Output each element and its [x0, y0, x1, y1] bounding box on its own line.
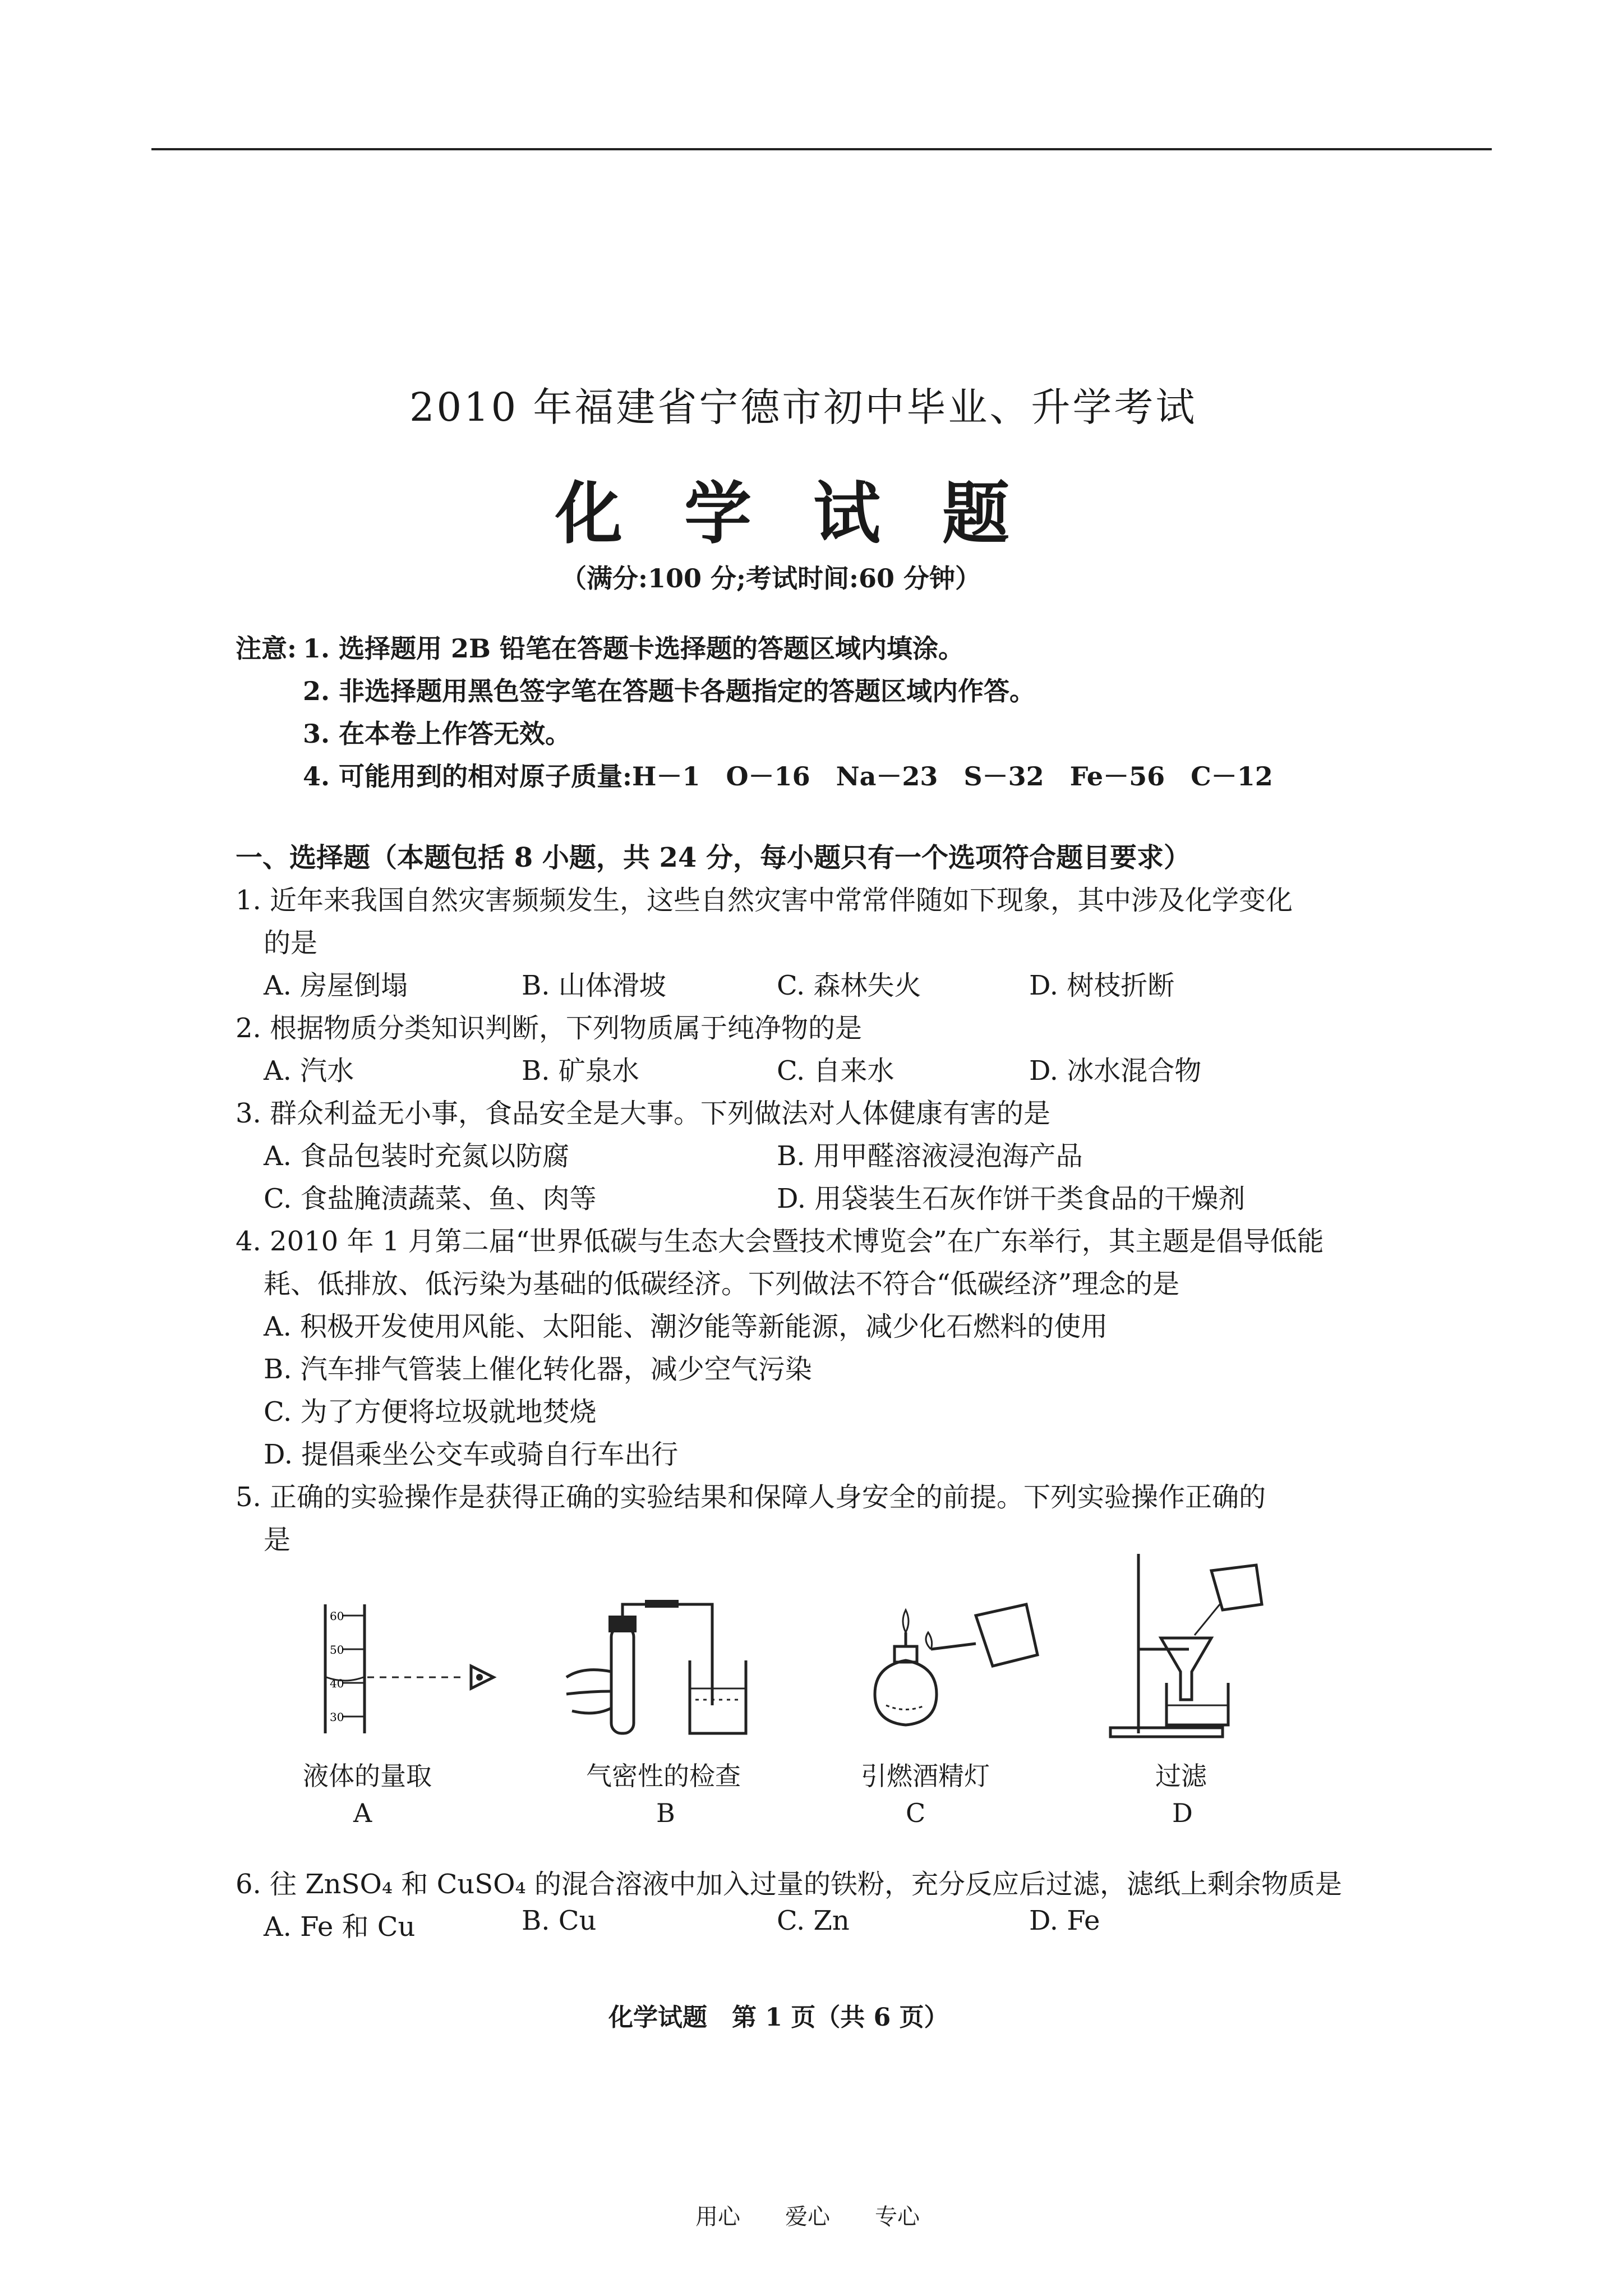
cylinder-tick-50: 50	[330, 1643, 344, 1657]
q6-stem: 6. 往 ZnSO₄ 和 CuSO₄ 的混合溶液中加入过量的铁粉，充分反应后过滤，滤纸上剩余物质是	[236, 1869, 1342, 1900]
top-rule	[151, 148, 1492, 150]
q1-stem-line2: 的是	[264, 927, 318, 959]
q2-stem: 2. 根据物质分类知识判断，下列物质属于纯净物的是	[236, 1013, 863, 1044]
q4-option-a: A. 积极开发使用风能、太阳能、潮汐能等新能源，减少化石燃料的使用	[264, 1311, 1108, 1342]
page-title: 化学试题	[555, 474, 1071, 553]
figure-a-caption: 液体的量取	[303, 1761, 432, 1791]
q1-stem-line1: 1. 近年来我国自然灾害频频发生，这些自然灾害中常常伴随如下现象，其中涉及化学变化	[236, 885, 1293, 916]
q1-option-b: B. 山体滑坡	[522, 970, 666, 1001]
cylinder-tick-30: 30	[330, 1710, 344, 1724]
figure-b-airtightness-setup	[561, 1593, 796, 1745]
note-3: 3. 在本卷上作答无效。	[303, 719, 571, 749]
note-1: 1. 选择题用 2B 铅笔在答题卡选择题的答题区域内填涂。	[303, 633, 964, 664]
figure-d-caption: 过滤	[1155, 1761, 1207, 1791]
figure-b-caption: 气密性的检查	[586, 1761, 741, 1791]
note-4: 4. 可能用到的相对原子质量:H－1 O－16 Na－23 S－32 Fe－56 C－12	[303, 761, 1273, 792]
figure-c-alcohol-lamp	[852, 1593, 1054, 1745]
exam-name: 2010 年福建省宁德市初中毕业、升学考试	[409, 384, 1197, 430]
notes-prefix: 注意:	[236, 633, 297, 664]
q2-option-d: D. 冰水混合物	[1029, 1055, 1202, 1087]
q3-option-d: D. 用袋装生石灰作饼干类食品的干燥剂	[777, 1183, 1246, 1214]
cylinder-tick-40: 40	[330, 1677, 344, 1690]
section-heading: 一、选择题（本题包括 8 小题，共 24 分，每小题只有一个选项符合题目要求）	[236, 842, 1191, 873]
figure-a-graduated-cylinder	[303, 1593, 516, 1745]
q4-stem-line2: 耗、低排放、低污染为基础的低碳经济。下列做法不符合“低碳经济”理念的是	[264, 1268, 1180, 1300]
page-number-label: 化学试题 第 1 页（共 6 页）	[608, 2003, 949, 2032]
q6-option-a: A. Fe 和 Cu	[264, 1911, 416, 1943]
q6-option-d: D. Fe	[1029, 1905, 1100, 1936]
q2-option-c: C. 自来水	[777, 1055, 895, 1087]
cylinder-tick-60: 60	[330, 1609, 344, 1623]
q4-stem-line1: 4. 2010 年 1 月第二届“世界低碳与生态大会暨技术博览会”在广东举行，其主题是倡导低能	[236, 1226, 1324, 1257]
q3-option-c: C. 食盐腌渍蔬菜、鱼、肉等	[264, 1183, 597, 1214]
q5-stem-line2: 是	[264, 1524, 291, 1556]
q6-option-c: C. Zn	[777, 1905, 850, 1936]
figure-c-caption: 引燃酒精灯	[861, 1761, 990, 1791]
q5-stem-line1: 5. 正确的实验操作是获得正确的实验结果和保障人身安全的前提。下列实验操作正确的	[236, 1481, 1266, 1513]
q3-stem: 3. 群众利益无小事，食品安全是大事。下列做法对人体健康有害的是	[236, 1098, 1051, 1129]
bottom-slogan: 用心 爱心 专心	[695, 2204, 920, 2230]
q3-option-a: A. 食品包装时充氮以防腐	[264, 1140, 570, 1172]
figure-b-letter: B	[656, 1798, 675, 1828]
q1-option-d: D. 树枝折断	[1029, 970, 1175, 1001]
q1-option-a: A. 房屋倒塌	[264, 970, 408, 1001]
q4-option-b: B. 汽车排气管装上催化转化器，减少空气污染	[264, 1354, 812, 1385]
figure-d-filtration-setup	[1099, 1548, 1284, 1745]
q6-option-b: B. Cu	[522, 1905, 597, 1936]
q2-option-b: B. 矿泉水	[522, 1055, 639, 1087]
q2-option-a: A. 汽水	[264, 1055, 354, 1087]
figure-d-letter: D	[1172, 1798, 1193, 1828]
figure-a-letter: A	[353, 1798, 372, 1828]
figure-c-letter: C	[906, 1798, 926, 1828]
q4-option-d: D. 提倡乘坐公交车或骑自行车出行	[264, 1439, 679, 1470]
exam-subtitle: （满分:100 分;考试时间:60 分钟）	[561, 563, 981, 593]
q1-option-c: C. 森林失火	[777, 970, 921, 1001]
note-2: 2. 非选择题用黑色签字笔在答题卡各题指定的答题区域内作答。	[303, 676, 1036, 706]
q3-option-b: B. 用甲醛溶液浸泡海产品	[777, 1140, 1083, 1172]
q4-option-c: C. 为了方便将垃圾就地焚烧	[264, 1396, 597, 1428]
